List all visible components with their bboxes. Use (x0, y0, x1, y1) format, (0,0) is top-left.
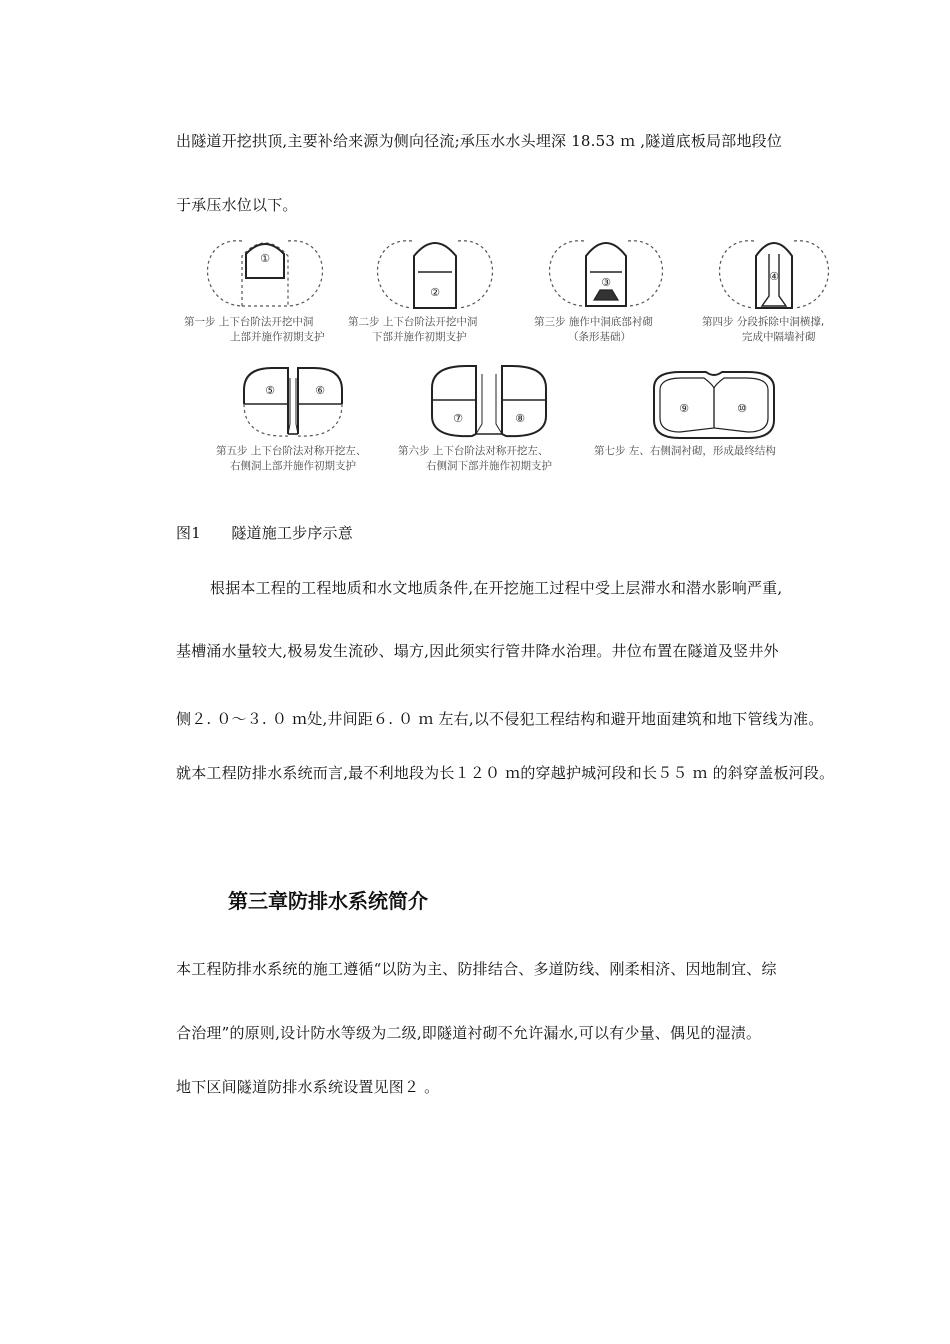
step-4-number: ④ (769, 270, 779, 283)
paragraph-1-line-2: 于承压水位以下。 (176, 196, 298, 214)
step-6-number-right: ⑧ (515, 412, 525, 425)
step-7-drawing (654, 372, 774, 438)
step-1-caption-line-2: 上部并施作初期支护 (230, 331, 325, 343)
step-4-caption-line-1: 第四步 分段拆除中洞横撑, (702, 316, 825, 328)
step-3-caption-line-1: 第三步 施作中洞底部衬砌 (534, 316, 653, 328)
paragraph-3-line-1: 本工程防排水系统的施工遵循“以防为主、防排结合、多道防线、刚柔相济、因地制宜、综 (176, 960, 777, 978)
paragraph-2-line-2: 基槽涌水量较大,极易发生流砂、塌方,因此须实行管井降水治理。井位布置在隧道及竖井外 (176, 642, 779, 660)
step-7-caption-line-1: 第七步 左、右侧洞衬砌，形成最终结构 (594, 445, 776, 457)
paragraph-2-line-1: 根据本工程的工程地质和水文地质条件,在开挖施工过程中受上层滞水和潜水影响严重, (210, 579, 783, 597)
step-2-caption-line-1: 第二步 上下台阶法开挖中洞 (348, 316, 478, 328)
step-7-number-right: ⑩ (737, 402, 747, 415)
step-1-drawing (208, 241, 323, 306)
chapter-heading: 第三章防排水系统简介 (228, 889, 428, 913)
step-3-drawing (550, 241, 663, 306)
paragraph-2-line-3: 侧２. ０～３. ０ ｍ处,井间距６. ０ ｍ 左右,以不侵犯工程结构和避开地面建筑和地下管线为准。 (176, 710, 824, 728)
paragraph-4-line-1: 地下区间隧道防排水系统设置见图２ 。 (176, 1078, 440, 1096)
step-5-caption-line-2: 右侧洞上部并施作初期支护 (230, 460, 356, 472)
step-5-caption-line-1: 第五步 上下台阶法对称开挖左、 (216, 445, 367, 457)
step-6-caption-line-1: 第六步 上下台阶法对称开挖左、 (398, 445, 549, 457)
step-3-number: ③ (601, 276, 611, 289)
figure-caption: 图1 隧道施工步序示意 (176, 524, 353, 542)
step-2-number: ② (430, 286, 440, 299)
step-6-drawing (432, 366, 546, 436)
step-2-caption-line-2: 下部并施作初期支护 (372, 331, 467, 343)
step-5-drawing (244, 368, 342, 436)
step-1-number: ① (260, 252, 270, 265)
paragraph-1-line-1: 出隧道开挖拱顶,主要补给来源为侧向径流;承压水水头埋深 18.53 ｍ ,隧道底板局部地段位 (176, 132, 783, 150)
step-6-caption-line-2: 右侧洞下部并施作初期支护 (426, 460, 552, 472)
paragraph-2-line-4: 就本工程防排水系统而言,最不利地段为长１２０ ｍ的穿越护城河段和长５５ ｍ 的斜穿盖板河段。 (176, 764, 835, 782)
step-5-number-left: ⑤ (265, 384, 275, 397)
tunnel-steps-diagram (176, 228, 856, 480)
step-1-caption-line-1: 第一步 上下台阶法开挖中洞 (184, 316, 314, 328)
paragraph-3-line-2: 合治理”的原则,设计防水等级为二级,即隧道衬砌不允许漏水,可以有少量、偶见的湿渍。 (176, 1024, 762, 1042)
step-6-number-left: ⑦ (453, 412, 463, 425)
step-4-caption-line-2: 完成中隔墙衬砌 (742, 331, 816, 343)
step-5-number-right: ⑥ (315, 384, 325, 397)
step-3-caption-line-2: （条形基础） (568, 331, 631, 343)
step-7-number-left: ⑨ (679, 402, 689, 415)
tunnel-construction-steps-figure (176, 228, 856, 480)
